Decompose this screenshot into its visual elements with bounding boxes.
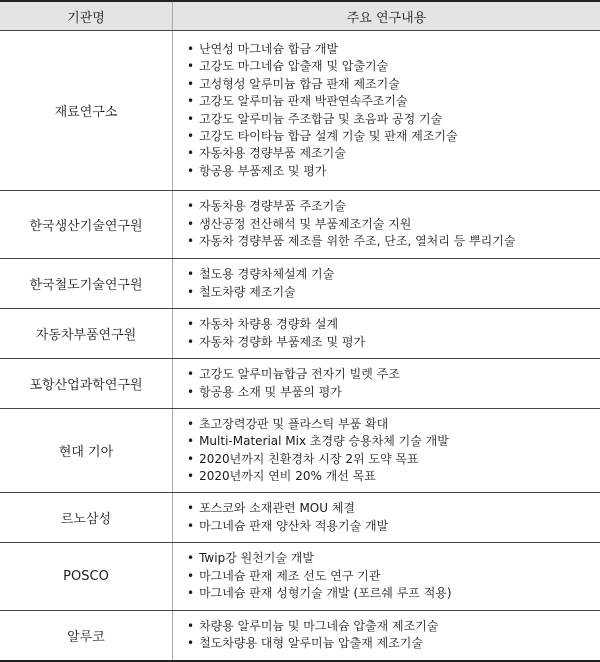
research-column-header: 주요 연구내용	[173, 1, 600, 31]
org-name: 한국철도기술연구원	[0, 259, 173, 309]
list-item: • 항공용 소재 및 부품의 평가	[187, 384, 600, 401]
research-cell	[173, 493, 600, 543]
list-item: • Twip강 원천기술 개발	[187, 550, 600, 567]
table-row	[0, 259, 600, 309]
list-item: • 자동차 경량화 부품제조 및 평가	[187, 334, 600, 351]
list-item: • 초고장력강판 및 플라스틱 부품 확대	[187, 416, 600, 433]
table-row	[0, 31, 600, 191]
list-item: • 철도차량용 대형 알루미늄 압출재 제조기술	[187, 635, 600, 652]
research-cell	[173, 31, 600, 191]
list-item: • 2020년까지 연비 20% 개선 목표	[187, 468, 600, 485]
research-list	[173, 366, 600, 401]
list-item: • 차량용 알루미늄 및 마그네슘 압출재 제조기술	[187, 618, 600, 635]
list-item: • 고강도 마그네슘 압출재 및 압출기술	[187, 58, 600, 75]
org-name: 현대 기아	[0, 409, 173, 493]
research-list	[173, 618, 600, 653]
list-item: • 고성형성 알루미늄 합금 판재 제조기술	[187, 76, 600, 93]
list-item: • 자동차용 경량부품 주조기술	[187, 198, 600, 215]
org-name: 재료연구소	[0, 31, 173, 191]
research-cell	[173, 409, 600, 493]
research-cell	[173, 359, 600, 409]
research-cell	[173, 611, 600, 661]
table-row	[0, 543, 600, 611]
research-list	[173, 266, 600, 301]
table-row	[0, 359, 600, 409]
list-item: • Multi-Material Mix 초경량 승용차체 기술 개발	[187, 433, 600, 450]
table-row	[0, 191, 600, 259]
table-row	[0, 611, 600, 661]
list-item: • 철도용 경량차체설계 기술	[187, 266, 600, 283]
list-item: • 자동차 차량용 경량화 설계	[187, 316, 600, 333]
org-column-header: 기관명	[0, 1, 173, 31]
list-item: • 마그네슘 판재 제조 선도 연구 기관	[187, 568, 600, 585]
org-name: 르노삼성	[0, 493, 173, 543]
org-name: 알루코	[0, 611, 173, 661]
research-list	[173, 500, 600, 535]
list-item: • 고강도 알루미늄합금 전자기 빌렛 주조	[187, 366, 600, 383]
org-name: 포항산업과학연구원	[0, 359, 173, 409]
list-item: • 2020년까지 친환경차 시장 2위 도약 목표	[187, 451, 600, 468]
list-item: • 난연성 마그네슘 합금 개발	[187, 41, 600, 58]
research-list	[173, 416, 600, 486]
list-item: • 자동차용 경량부품 제조기술	[187, 145, 600, 162]
table-row	[0, 409, 600, 493]
research-cell	[173, 309, 600, 359]
org-name: 한국생산기술연구원	[0, 191, 173, 259]
research-cell	[173, 543, 600, 611]
research-cell	[173, 191, 600, 259]
research-list	[173, 316, 600, 351]
list-item: • 생산공정 전산해석 및 부품제조기술 지원	[187, 216, 600, 233]
list-item: • 항공용 부품제조 및 평가	[187, 163, 600, 180]
list-item: • 자동차 경량부품 제조를 위한 주조, 단조, 열처리 등 뿌리기술	[187, 233, 600, 250]
list-item: • 고강도 알루미늄 판재 박판연속주조기술	[187, 93, 600, 110]
table-row	[0, 493, 600, 543]
list-item: • 고강도 타이타늄 합금 설계 기술 및 판재 제조기술	[187, 128, 600, 145]
list-item: • 포스코와 소재관련 MOU 체결	[187, 500, 600, 517]
org-name: 자동차부품연구원	[0, 309, 173, 359]
table-row	[0, 309, 600, 359]
research-list	[173, 550, 600, 602]
research-list	[173, 198, 600, 250]
list-item: • 마그네슘 판재 양산차 적용기술 개발	[187, 518, 600, 535]
list-item: • 고강도 알루미늄 주조합금 및 초음파 공정 기술	[187, 111, 600, 128]
list-item: • 마그네슘 판재 성형기술 개발 (포르쉐 루프 적용)	[187, 585, 600, 602]
org-name: POSCO	[0, 543, 173, 611]
research-list	[173, 41, 600, 180]
table-header-row	[0, 1, 600, 31]
research-cell	[173, 259, 600, 309]
list-item: • 철도차량 제조기술	[187, 284, 600, 301]
